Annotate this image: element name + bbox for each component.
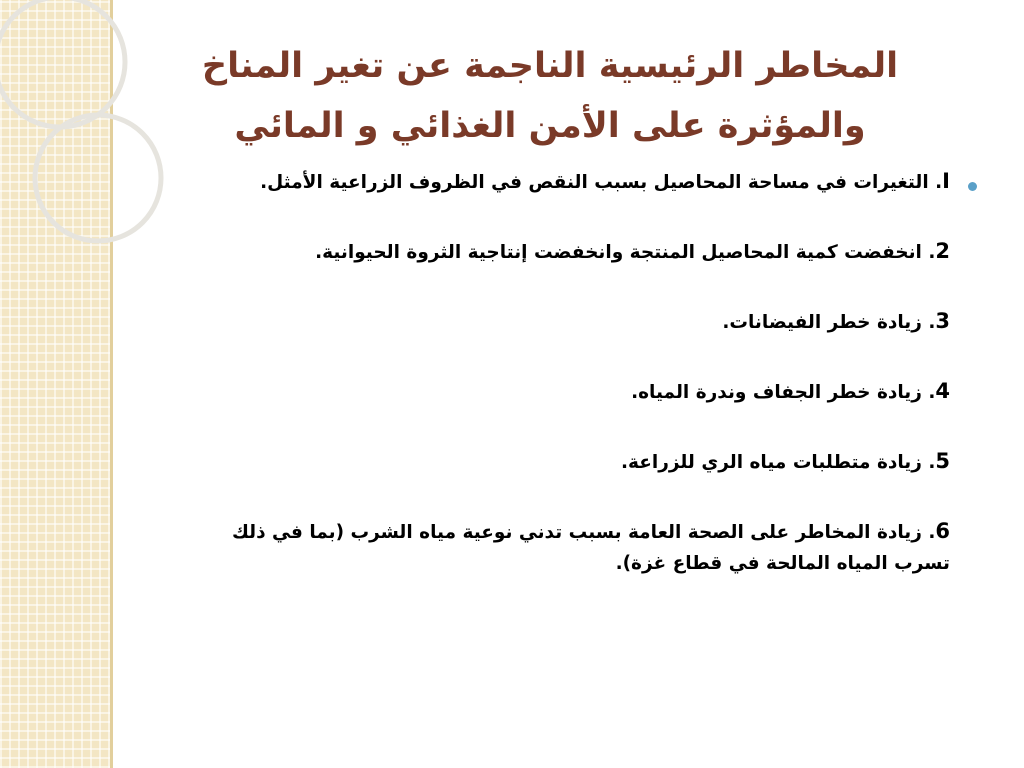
item-text: . انخفضت كمية المحاصيل المنتجة وانخفضت إنتاجية الثروة الحيوانية.	[315, 242, 936, 263]
list-item	[175, 446, 950, 478]
item-number: 2	[935, 239, 950, 263]
title-line-2: والمؤثرة على الأمن الغذائي و المائي	[234, 106, 866, 146]
title-line-1: المخاطر الرئيسية الناجمة عن تغير المناخ	[201, 46, 899, 86]
item-text: . زيادة خطر الفيضانات.	[722, 312, 936, 333]
deco-circle-top	[0, 0, 125, 127]
deco-circle-middle	[35, 115, 161, 241]
bullet-icon	[968, 182, 977, 191]
content-list	[175, 166, 950, 579]
list-item	[175, 376, 950, 408]
item-number: 6	[935, 519, 950, 543]
list-item	[175, 166, 950, 198]
slide-title	[150, 36, 950, 156]
item-text: . زيادة المخاطر على الصحة العامة بسبب تدني نوعية مياه الشرب (بما في ذلك تسرب المياه المالحة في قطاع غزة).	[231, 522, 950, 574]
item-text: . زيادة متطلبات مياه الري للزراعة.	[621, 452, 936, 473]
item-text: . زيادة خطر الجفاف وندرة المياه.	[631, 382, 936, 403]
list-item	[175, 306, 950, 338]
item-number: I	[942, 169, 950, 193]
list-item	[175, 516, 950, 579]
list-item	[175, 236, 950, 268]
item-number: 3	[935, 309, 950, 333]
item-number: 4	[935, 379, 950, 403]
item-number: 5	[935, 449, 950, 473]
item-text: . التغيرات في مساحة المحاصيل بسبب النقص في الظروف الزراعية الأمثل.	[260, 172, 943, 193]
